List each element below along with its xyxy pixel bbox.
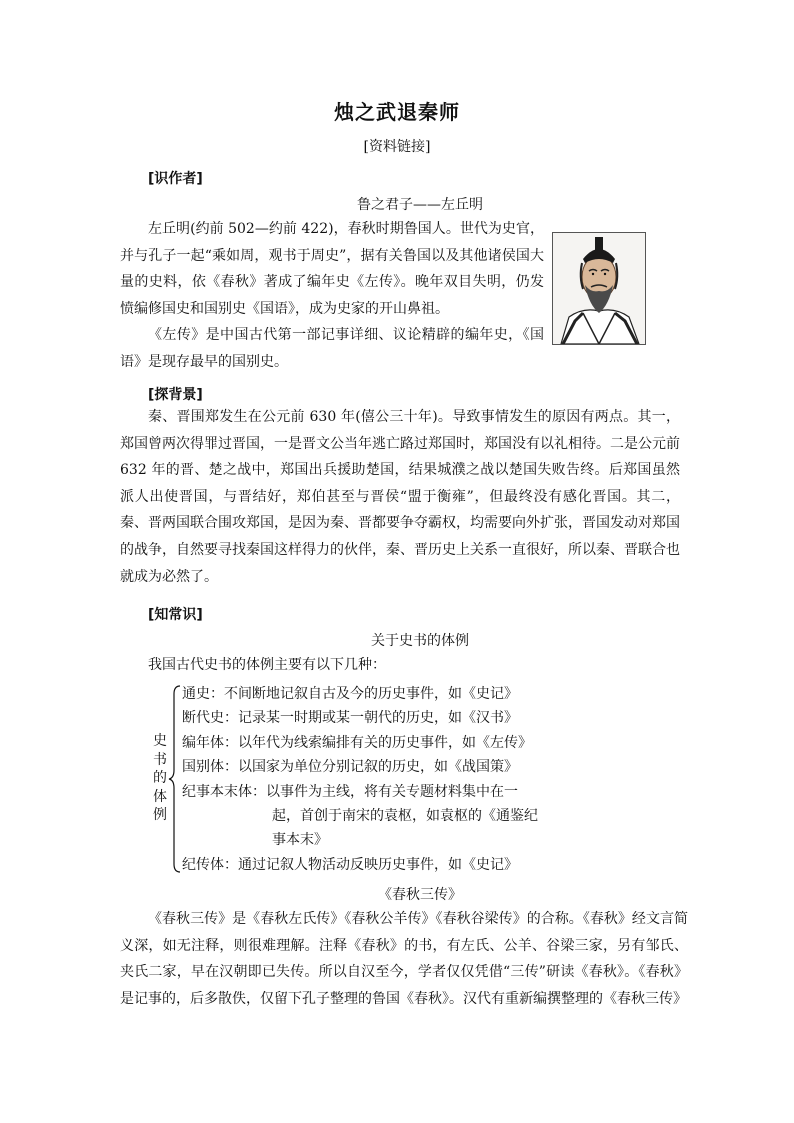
knowledge-intro: 我国古代史书的体例主要有以下几种： [148, 657, 386, 673]
brace-char: 例 [153, 807, 167, 823]
list-item [182, 755, 582, 779]
item-desc: 以年代为线索编排有关的历史事件，如《左传》 [238, 734, 532, 751]
knowledge-caption: 关于史书的体例 [371, 633, 469, 649]
section-heading-knowledge: [知常识] [148, 607, 203, 623]
author-portrait-image [552, 232, 646, 345]
page-title: 烛之武退秦师 [334, 100, 460, 124]
brace-char: 书 [153, 751, 167, 768]
author-paragraph-1: 左丘明(约前 502—约前 422)，春秋时期鲁国人。世代为史官，并与孔子一起“乘如周，观书于周史”，据有关鲁国以及其他诸侯国大量的史料，依《春秋》著成了编年史《左传》。晚年双目失明，仍发愤编修国史和国别史《国语》，成为史家的开山鼻祖。 [120, 221, 544, 317]
item-term: 国别体： [182, 759, 238, 776]
author-caption: 鲁之君子——左丘明 [357, 197, 483, 213]
brace-char: 史 [153, 733, 167, 749]
item-term: 纪事本末体： [182, 783, 266, 800]
portrait-illustration [553, 233, 645, 344]
list-item [182, 853, 582, 877]
background-paragraph: 秦、晋围郑发生在公元前 630 年(僖公三十年)。导致事情发生的原因有两点。其一，郑国曾两次得罪过晋国，一是晋文公当年逃亡路过郑国时，郑国没有以礼相待。二是公元前 632 年的晋、楚之战中，郑国出兵援助楚国，结果城濮之战以楚国失败告终。后郑国虽然派人出使晋国，与晋结好，郑伯甚至与晋侯“盟于衡雍”，但最终没有感化晋国。其二，秦、晋两国联合围攻郑国，是因为秦、晋都要争夺霸权，均需要向外扩张，晋国发动对郑国的战争，自然要寻找秦国这样得力的伙伴，秦、晋历史上关系一直很好，所以秦、晋联合也就成为必然了。 [120, 409, 680, 585]
item-desc-continued: 事本末》 [272, 832, 328, 849]
chunqiu-paragraph: 《春秋三传》是《春秋左氏传》《春秋公羊传》《春秋谷梁传》的合称。《春秋》经文言简义深，如无注释，则很难理解。注释《春秋》的书，有左氏、公羊、谷梁三家，另有邹氏、夹氏二家，早在汉朝即已失传。所以自汉至今，学者仅仅凭借“三传”研读《春秋》。《春秋》是记事的，后多散佚，仅留下孔子整理的鲁国《春秋》。汉代有重新编撰整理的《春秋三传》 [120, 911, 688, 1007]
item-desc-continued: 起，首创于南宋的袁枢，如袁枢的《通鉴纪 [272, 808, 538, 825]
item-term: 通史： [182, 686, 224, 702]
section-heading-background: [探背景] [148, 387, 203, 403]
item-desc: 以国家为单位分别记叙的历史，如《战国策》 [238, 759, 518, 776]
list-item [182, 780, 582, 853]
section-heading-author: [识作者] [148, 171, 203, 187]
item-desc: 通过记叙人物活动反映历史事件，如《史记》 [238, 856, 518, 873]
brace-char: 的 [153, 770, 167, 786]
item-desc: 以事件为主线，将有关专题材料集中在一 [266, 783, 518, 800]
list-item [182, 706, 582, 730]
author-paragraph-2: 《左传》是中国古代第一部记事详细、议论精辟的编年史，《国语》是现存最早的国别史。 [120, 327, 544, 370]
page-subtitle: [资料链接] [363, 139, 431, 155]
item-term: 断代史： [182, 710, 238, 727]
item-desc: 不间断地记叙自古及今的历史事件，如《史记》 [224, 686, 518, 702]
list-item [182, 682, 582, 706]
brace-char: 体 [153, 788, 167, 805]
item-term: 纪传体： [182, 856, 238, 873]
history-format-list [182, 682, 582, 877]
chunqiu-caption: 《春秋三传》 [378, 887, 462, 903]
item-desc: 记录某一时期或某一朝代的历史，如《汉书》 [238, 710, 518, 727]
brace-label [150, 732, 170, 825]
item-term: 编年体： [182, 734, 238, 751]
curly-brace [168, 684, 182, 874]
list-item [182, 731, 582, 755]
